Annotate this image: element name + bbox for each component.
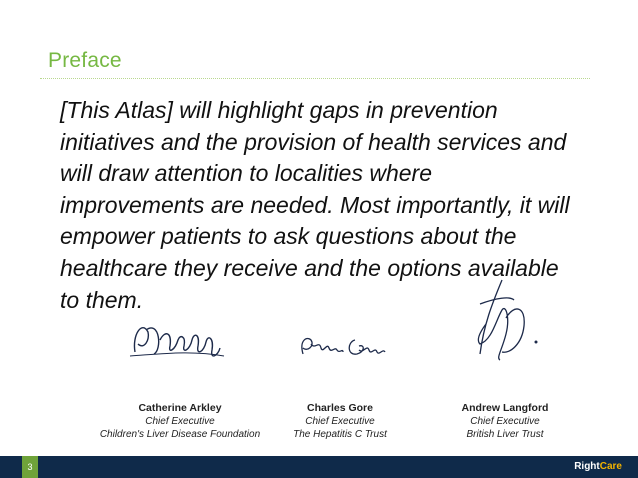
slide-footer — [0, 456, 638, 478]
rightcare-logo — [574, 461, 622, 472]
preface-quote: [This Atlas] will highlight gaps in prevention initiatives and the provision of health services and will draw attention to localities where improvements are needed. Most importantly, it will empower patients to ask questions about the healthcare they receive and the options available to them. — [60, 97, 570, 313]
signatory-role: Chief Executive — [145, 416, 215, 427]
signature-langford — [400, 310, 600, 374]
brand-care-text: Care — [599, 461, 622, 472]
page-number: 3 — [22, 456, 38, 478]
signatory-name: Charles Gore — [307, 402, 373, 414]
handwritten-signature-arkley — [120, 310, 240, 370]
signatory-name: Andrew Langford — [461, 402, 549, 414]
handwritten-signature-gore — [285, 310, 395, 370]
signatory-organisation: The Hepatitis C Trust — [293, 429, 387, 440]
signatory-name: Catherine Arkley — [138, 402, 222, 414]
signatory-langford — [405, 402, 605, 441]
signatory-role: Chief Executive — [470, 416, 540, 427]
signatory-role: Chief Executive — [305, 416, 375, 427]
slide-title: Preface — [48, 49, 122, 72]
brand-right-text: Right — [574, 461, 600, 472]
handwritten-signature-langford — [440, 274, 560, 374]
signatory-organisation: Children's Liver Disease Foundation — [99, 429, 261, 440]
title-divider — [40, 78, 590, 79]
signatory-organisation: British Liver Trust — [466, 429, 544, 440]
